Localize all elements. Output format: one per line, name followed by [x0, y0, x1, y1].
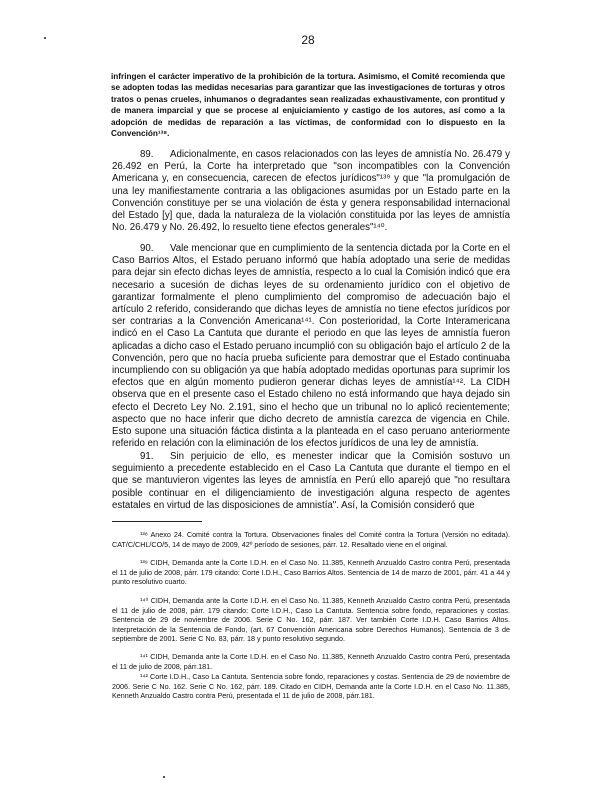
paragraph-89 [112, 149, 510, 234]
paragraph-text: Vale mencionar que en cumplimiento de la sentencia dictada por la Corte en el Caso Barrios Altos, el Estado peruano informó que había adoptado una serie de medidas para dejar sin efecto dichas leyes de amnistía, respecto a lo cual la Comisión indicó que era necesario a sucesión de dichas leyes de su ordenamiento jurídico con el objetivo de garantizar formalmente el pleno cumplimiento del compromiso de adecuación bajo el artículo 2 referido, considerando que dichas leyes de amnistía no tiene efectos jurídicos por ser contrarias a la Convención Americana¹⁴¹. Con posterioridad, la Corte Interamericana indicó en el Caso La Cantuta que durante el periodo en que las leyes de amnistía fueron aplicadas a dicho caso el Estado peruano incumplió con su obligación bajo el artículo 2 de la Convención, pero que no hacía prueba suficiente para demostrar que el Estado continuaba incumpliendo con su obligación ya que había adoptado medidas oportunas para suprimir los efectos que en algún momento pudieron generar dichas leyes de amnistía¹⁴². La CIDH observa que en el presente caso el Estado chileno no está informando que haya dejado sin efecto el Decreto Ley No. 2.191, sino el hecho que un tribunal no lo aplicó recientemente; aspecto que no hace inferir que dicho decreto de amnistía carezca de vigencia en Chile. Esto supone una situación fáctica distinta a la planteada en el caso peruano anteriormente referido en relación con la eliminación de los efectos jurídicos de una ley de amnistía. [112, 243, 510, 450]
scan-speck [163, 776, 165, 778]
paragraph-number: 90. [140, 243, 154, 254]
paragraph-number: 91. [140, 451, 154, 462]
paragraph-text: Adicionalmente, en casos relacionados con las leyes de amnistía No. 26.479 y 26.492 en Perú, la Corte ha interpretado que "son incompatibles con la Convención Americana y, en consecuencia, carecen de efectos jurídicos"¹³⁹ y que "la promulgación de una ley manifiestamente contraria a las obligaciones asumidas por un Estado parte en la Convención constituye per se una violación de ésta y genera responsabilidad internacional del Estado [y] que, dada la naturaleza de la violación constituida por las leyes de amnistía No. 26.479 y No. 26.492, lo resuelto tiene efectos generales"¹⁴⁰. [112, 149, 510, 234]
footnote-separator [112, 521, 202, 522]
footnote-text: ¹⁴⁰ CIDH, Demanda ante la Corte I.D.H. en el Caso No. 11.385, Kenneth Anzualdo Castro contra Perú, presentada el 11 de julio de 2008, párr. 179 citando: Corte I.D.H., Caso La Cantuta. Sentencia sobre fondo, reparaciones y costas. Sentencia de 29 de noviembre de 2006. Serie C No. 162, párr. 187. Ver también Corte I.D.H. Caso Barrios Altos. Interpretación de la Sentencia de Fondo, (art. 67 Convención Americana sobre Derechos Humanos). Sentencia de 3 de septiembre de 2001. Serie C No. 83, párr. 18 y punto resolutivo segundo. [112, 596, 510, 644]
paragraph-text: Sin perjuicio de ello, es menester indicar que la Comisión sostuvo un seguimiento a precedente establecido en el Caso La Cantuta que durante el tiempo en el que se mantuvieron vigentes las leyes de amnistía en Perú ello aparejó que "no resultara posible continuar en el diligenciamiento de investigación alguna respecto de agentes estatales en virtud de las disposiciones de amnistía". Así, la Comisión consideró que [112, 451, 510, 511]
footnote-text: ¹⁴¹ CIDH, Demanda ante la Corte I.D.H. en el Caso No. 11.385, Kenneth Anzualdo Castro contra Perú, presentada el 11 de julio de 2008, párr.181. [112, 652, 510, 671]
paragraph-91 [112, 451, 510, 512]
paragraph-number: 89. [140, 149, 154, 160]
footnote-139 [112, 558, 510, 587]
block-quote: infringen el carácter imperativo de la prohibición de la tortura. Asimismo, el Comité recomienda que se adopten todas las medidas necesarias para garantizar que las investigaciones de torturas y otros tratos o penas crueles, inhumanos o degradantes sean realizadas exhaustivamente, con prontitud y de manera imparcial y que se procese al enjuiciamiento y castigo de los autores, así como a la adopción de medidas de reparación a las víctimas, de conformidad con lo dispuesto en la Convención¹³⁸. [111, 72, 505, 139]
footnote-text: ¹³⁸ Anexo 24. Comité contra la Tortura. Observaciones finales del Comité contra la Tortura (Versión no editada). CAT/C/CHL/CO/5, 14 de mayo de 2009, 42º período de sesiones, párr. 12. Resaltado viene en el original. [112, 530, 510, 549]
footnote-140 [112, 596, 510, 644]
footnote-text: ¹⁴² Corte I.D.H., Caso La Cantuta. Sentencia sobre fondo, reparaciones y costas. Sentencia de 29 de noviembre de 2006. Serie C No. 162. Serie C No. 162, párr. 189. Citado en CIDH, Demanda ante la Corte I.D.H. en el Caso No. 11.385, Kenneth Anzualdo Castro contra Perú, presentada el 11 de julio de 2008, párr.181. [112, 672, 510, 701]
footnote-142 [112, 672, 510, 701]
footnote-text: ¹³⁹ CIDH, Demanda ante la Corte I.D.H. en el Caso No. 11.385, Kenneth Anzualdo Castro contra Perú, presentada el 11 de julio de 2008, párr. 179 citando: Corte I.D.H., Caso Barrios Altos. Sentencia de 14 de marzo de 2001, párr. 41 a 44 y punto resolutivo cuarto. [112, 558, 510, 587]
page-number: 28 [301, 33, 315, 47]
paragraph-90 [112, 243, 510, 450]
footnote-138 [112, 530, 510, 549]
footnote-141 [112, 652, 510, 671]
